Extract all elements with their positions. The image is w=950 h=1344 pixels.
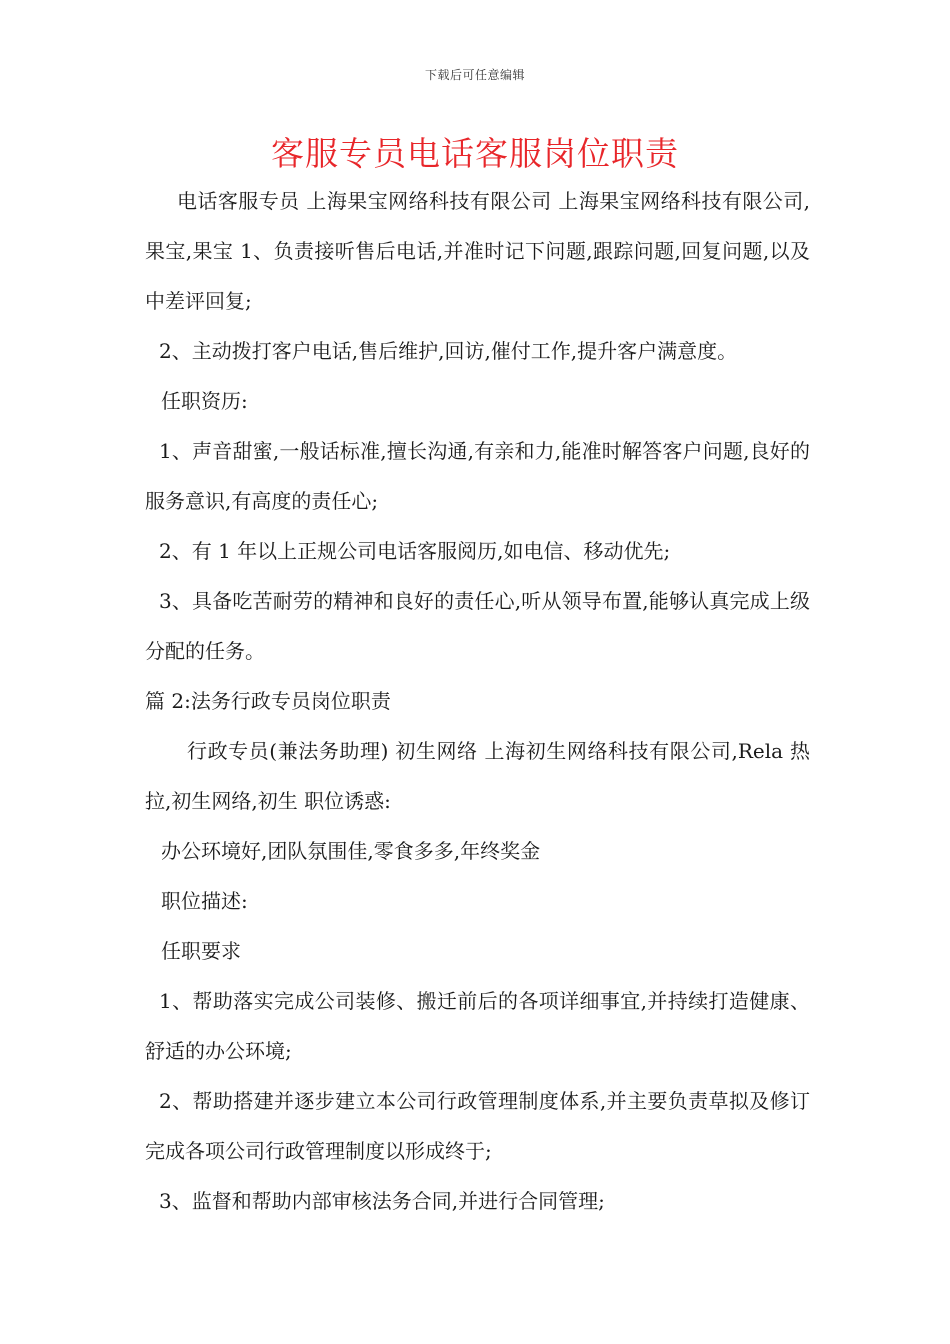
paragraph-description-heading: 职位描述: [161,889,248,913]
document-body [145,176,810,1226]
page-header-note: 下载后可任意编辑 [424,68,525,82]
paragraph-requirement-3: 3、监督和帮助内部审核法务合同,并进行合同管理; [159,1189,605,1213]
paragraph-requirement-2: 2、帮助搭建并逐步建立本公司行政管理制度体系,并主要负责草拟及修订完成各项公司行政管理制度以形成终于; [145,1089,810,1163]
paragraph-requirements-heading: 任职要求 [161,939,241,963]
paragraph-company-intro: 电话客服专员 上海果宝网络科技有限公司 上海果宝网络科技有限公司,果宝,果宝 1、负责接听售后电话,并准时记下问题,跟踪问题,回复问题,以及中差评回复; [145,189,810,313]
paragraph-qualification-3: 3、具备吃苦耐劳的精神和良好的责任心,听从领导布置,能够认真完成上级分配的任务。 [145,589,810,663]
paragraph-qualification-2: 2、有 1 年以上正规公司电话客服阅历,如电信、移动优先; [159,539,671,563]
document-title: 客服专员电话客服岗位职责 [271,134,679,173]
paragraph-requirement-1: 1、帮助落实完成公司装修、搬迁前后的各项详细事宜,并持续打造健康、舒适的办公环境; [145,989,810,1063]
section-heading-part-2: 篇 2:法务行政专员岗位职责 [145,689,391,713]
paragraph-qualifications-heading: 任职资历: [161,389,248,413]
paragraph-perks: 办公环境好,团队氛围佳,零食多多,年终奖金 [161,839,541,863]
paragraph-duty-2: 2、主动拨打客户电话,售后维护,回访,催付工作,提升客户满意度。 [159,339,738,363]
paragraph-qualification-1: 1、声音甜蜜,一般话标准,擅长沟通,有亲和力,能准时解答客户问题,良好的服务意识,有高度的责任心; [145,439,810,513]
paragraph-position-intro: 行政专员(兼法务助理) 初生网络 上海初生网络科技有限公司,Rela 热拉,初生网络,初生 职位诱惑: [145,739,810,813]
